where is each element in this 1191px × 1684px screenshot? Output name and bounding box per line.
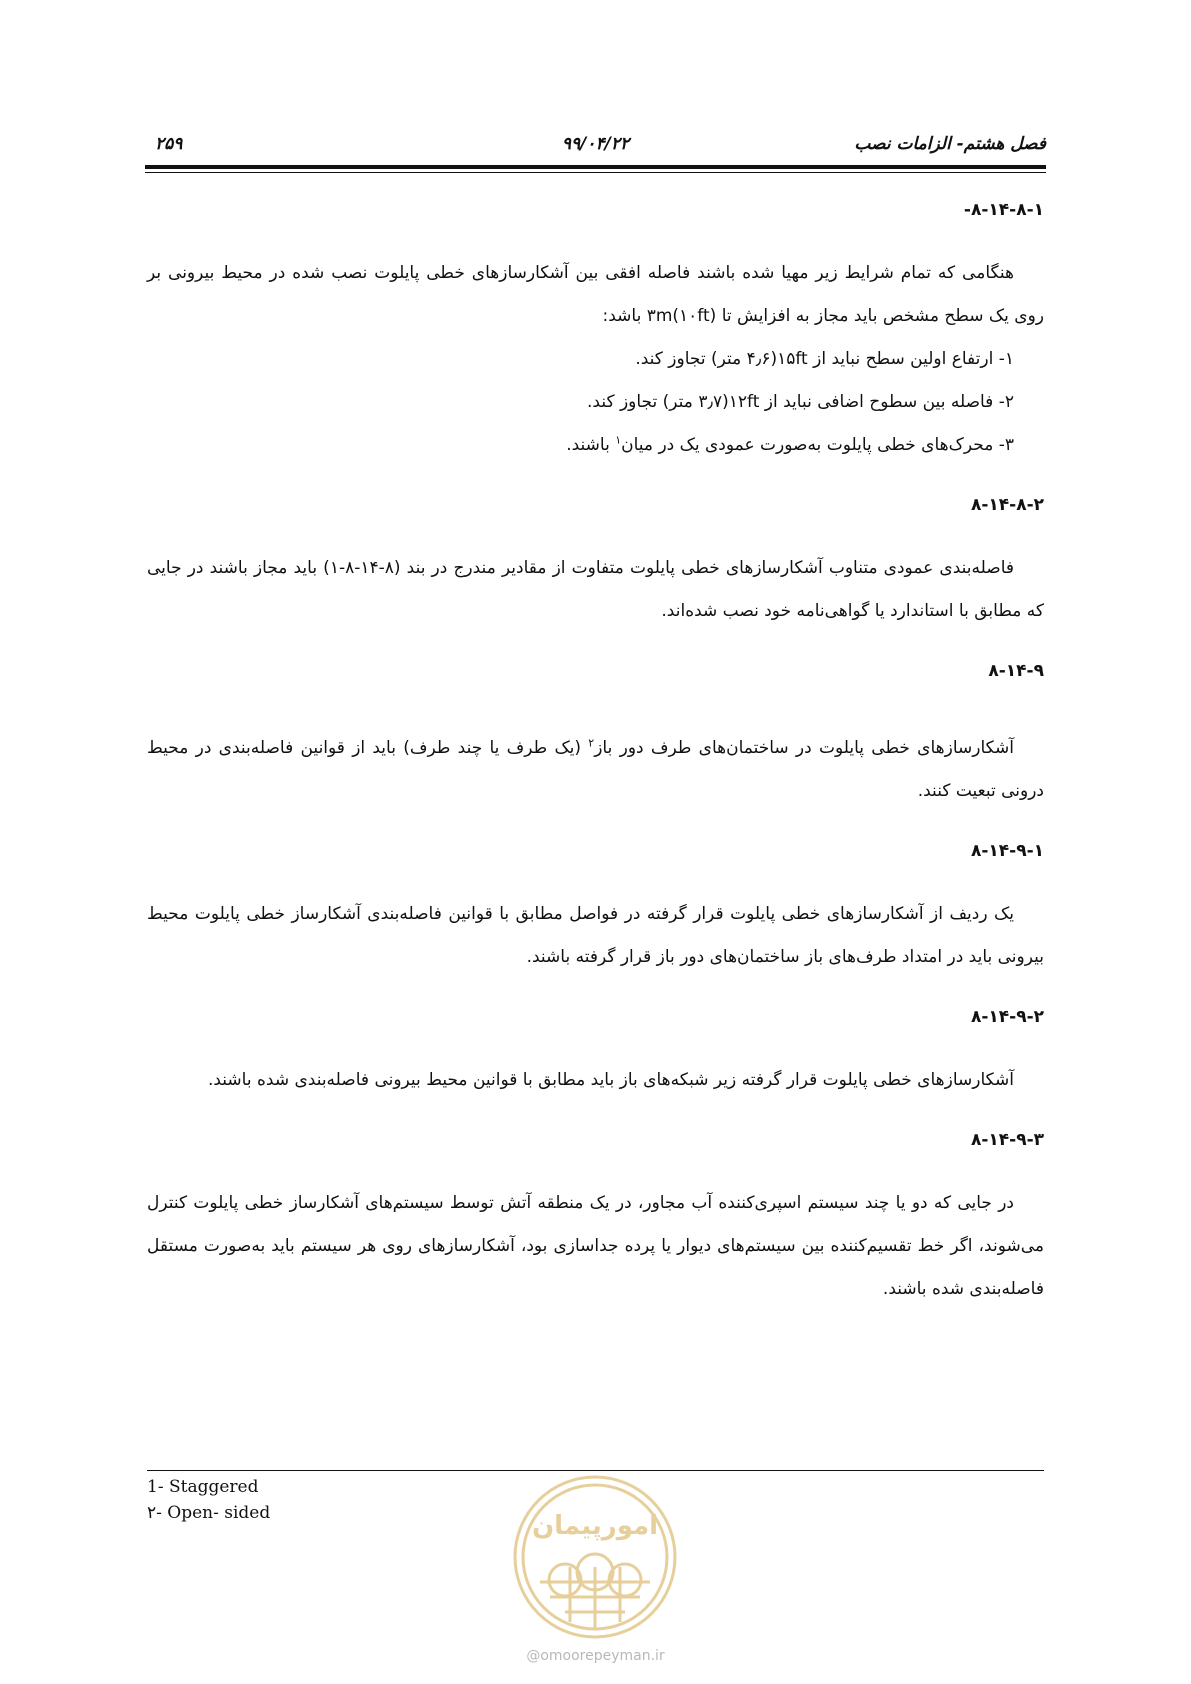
watermark-text: امورپیمان bbox=[531, 1511, 659, 1541]
header-rule-thick bbox=[145, 165, 1046, 169]
footnote-ref: ۲ bbox=[588, 736, 595, 750]
section-number: ۸-۱۴-۹-۳ bbox=[970, 1130, 1044, 1150]
section-number: ۸-۱۴-۹-۱ bbox=[970, 841, 1044, 861]
page-header bbox=[145, 128, 1046, 168]
section-paragraph: یک ردیف از آشکارسازهای خطی پایلوت قرار گرفته در فواصل مطابق با قوانین فاصله‌بندی آشکارساز خطی پایلوت محیط بیرونی باید در امتداد طرف‌های باز ساختمان‌های دور باز قرار گرفته باشند. bbox=[147, 904, 1044, 967]
paragraph-text: (یک طرف یا چند طرف) باید از قوانین فاصله‌بندی در محیط درونی تبعیت کنند. bbox=[147, 738, 1044, 801]
page-number: ۲۵۹ bbox=[155, 134, 183, 154]
watermark-seal-icon bbox=[510, 1472, 680, 1642]
chapter-title: فصل هشتم- الزامات نصب bbox=[854, 134, 1046, 154]
list-item-tail: باشند. bbox=[566, 435, 610, 455]
section-number: ۸-۱۴-۸-۱- bbox=[963, 200, 1044, 220]
list-item-text: ۳- محرک‌های خطی پایلوت به‌صورت عمودی یک در میان bbox=[621, 435, 1014, 455]
footnote-1: 1- Staggered bbox=[147, 1477, 259, 1497]
section-paragraph: فاصله‌بندی عمودی متناوب آشکارسازهای خطی پایلوت متفاوت از مقادیر مندرج در بند (۸-۱۴-۸-۱) باید مجاز باشند در جایی که مطابق با استاندارد یا گواهی‌نامه خود نصب شده‌اند. bbox=[147, 558, 1044, 621]
section-paragraph: هنگامی که تمام شرایط زیر مهیا شده باشند فاصله افقی بین آشکارسازهای خطی پایلوت نصب شده در محیط بیرونی بر روی یک سطح مشخص باید مجاز به افزایش تا ۳m(۱۰ft) باشد: bbox=[147, 263, 1044, 326]
footnote-rule bbox=[147, 1470, 1044, 1471]
watermark-site: @omoorepeyman.ir bbox=[526, 1648, 665, 1664]
section-paragraph bbox=[147, 727, 1044, 813]
list-item: ۲- فاصله بین سطوح اضافی نباید از ۱۲ft(۳٫۷ متر) تجاوز کند. bbox=[587, 392, 1014, 412]
section-number: ۸-۱۴-۹-۲ bbox=[970, 1007, 1044, 1027]
footnote-ref: ۱ bbox=[615, 433, 622, 447]
section-number: ۸-۱۴-۹ bbox=[988, 661, 1044, 681]
footnote-2: ۲- Open- sided bbox=[147, 1503, 271, 1523]
list-item bbox=[147, 424, 1044, 467]
footnotes bbox=[147, 1474, 270, 1526]
header-date: ۹۹/۰۴/۲۲ bbox=[561, 134, 630, 154]
header-rule-thin bbox=[145, 172, 1046, 173]
section-paragraph: در جایی که دو یا چند سیستم اسپری‌کننده آب مجاور، در یک منطقه آتش توسط سیستم‌های آشکارساز خطی پایلوت کنترل می‌شوند، اگر خط تقسیم‌کننده بین سیستم‌های دیوار یا پرده جداسازی بود، آشکارسازهای روی هر سیستم باید به‌صورت مستقل فاصله‌بندی شده باشند. bbox=[147, 1193, 1044, 1299]
list-item: ۱- ارتفاع اولین سطح نباید از ۱۵ft(۴٫۶ متر) تجاوز کند. bbox=[635, 349, 1014, 369]
page-body bbox=[147, 198, 1044, 1311]
section-number: ۸-۱۴-۸-۲ bbox=[970, 495, 1044, 515]
section-paragraph: آشکارسازهای خطی پایلوت قرار گرفته زیر شبکه‌های باز باید مطابق با قوانین محیط بیرونی فاصله‌بندی شده باشند. bbox=[207, 1070, 1014, 1090]
paragraph-text: آشکارسازهای خطی پایلوت در ساختمان‌های طرف دور باز bbox=[594, 738, 1015, 758]
